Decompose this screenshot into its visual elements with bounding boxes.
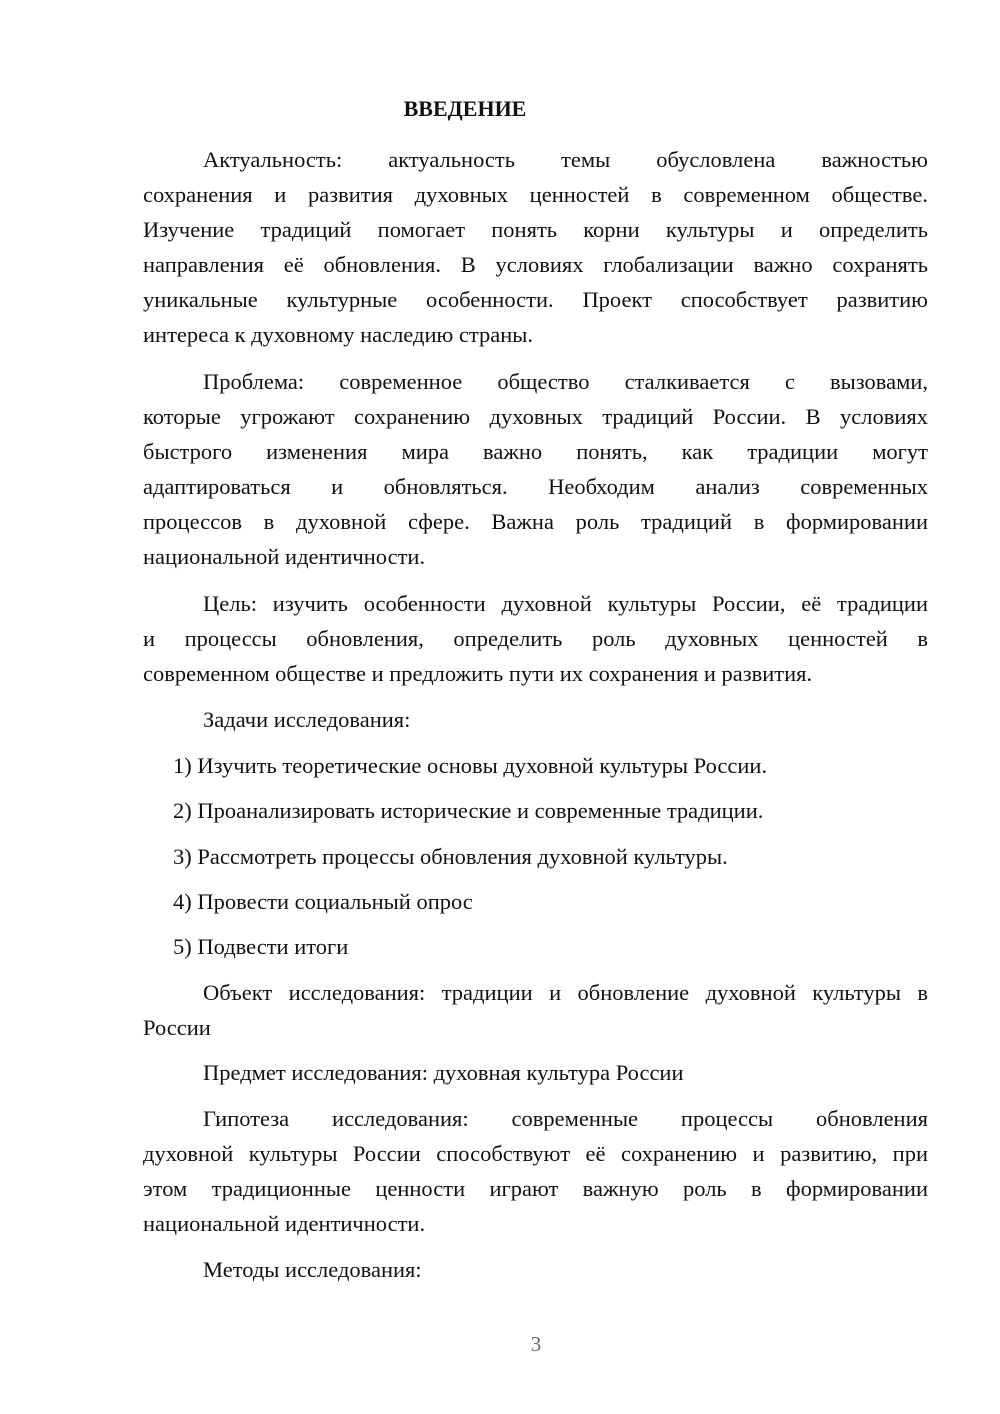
- relevance-line: Актуальность: актуальность темы обусловлена важностью: [203, 147, 928, 172]
- goal-line: Цель: изучить особенности духовной культуры России, её традиции: [203, 591, 928, 616]
- hypothesis-line: национальной идентичности.: [143, 1211, 426, 1236]
- methods-title: Методы исследования:: [203, 1257, 422, 1282]
- problem-line: процессов в духовной сфере. Важна роль традиций в формировании: [143, 509, 928, 534]
- goal-paragraph: [143, 586, 928, 691]
- problem-line: Проблема: современное общество сталкивается с вызовами,: [203, 369, 928, 394]
- hypothesis-paragraph: [143, 1101, 928, 1241]
- tasks-title: Задачи исследования:: [203, 707, 411, 732]
- problem-line: быстрого изменения мира важно понять, как традиции могут: [143, 439, 928, 464]
- hypothesis-line: этом традиционные ценности играют важную роль в формировании: [143, 1176, 928, 1201]
- relevance-line: интереса к духовному наследию страны.: [143, 322, 534, 347]
- task-item: 1) Изучить теоретические основы духовной культуры России.: [173, 753, 768, 778]
- goal-line: и процессы обновления, определить роль духовных ценностей в: [143, 626, 928, 651]
- task-item: 4) Провести социальный опрос: [173, 889, 473, 914]
- hypothesis-line: Гипотеза исследования: современные процессы обновления: [203, 1106, 928, 1131]
- problem-line: национальной идентичности.: [143, 544, 426, 569]
- task-item: 2) Проанализировать исторические и современные традиции.: [173, 798, 764, 823]
- relevance-line: сохранения и развития духовных ценностей в современном обществе.: [143, 182, 928, 207]
- relevance-line: уникальные культурные особенности. Проект способствует развитию: [143, 287, 928, 312]
- subject-paragraph: Предмет исследования: духовная культура России: [203, 1060, 684, 1085]
- object-paragraph: [143, 975, 928, 1045]
- task-item: 5) Подвести итоги: [173, 934, 349, 959]
- relevance-paragraph: [143, 142, 928, 352]
- hypothesis-line: духовной культуры России способствуют её сохранению и развитию, при: [143, 1141, 928, 1166]
- page-title: ВВЕДЕНИЕ: [403, 96, 527, 121]
- object-line: Объект исследования: традиции и обновление духовной культуры в: [203, 980, 928, 1005]
- relevance-line: направления её обновления. В условиях глобализации важно сохранять: [143, 252, 928, 277]
- relevance-line: Изучение традиций помогает понять корни культуры и определить: [143, 217, 928, 242]
- object-line: России: [143, 1015, 211, 1040]
- problem-line: адаптироваться и обновляться. Необходим анализ современных: [143, 474, 928, 499]
- goal-line: современном обществе и предложить пути их сохранения и развития.: [143, 661, 813, 686]
- page-number: 3: [530, 1332, 542, 1356]
- task-item: 3) Рассмотреть процессы обновления духовной культуры.: [173, 844, 728, 869]
- problem-paragraph: [143, 364, 928, 574]
- problem-line: которые угрожают сохранению духовных традиций России. В условиях: [143, 404, 928, 429]
